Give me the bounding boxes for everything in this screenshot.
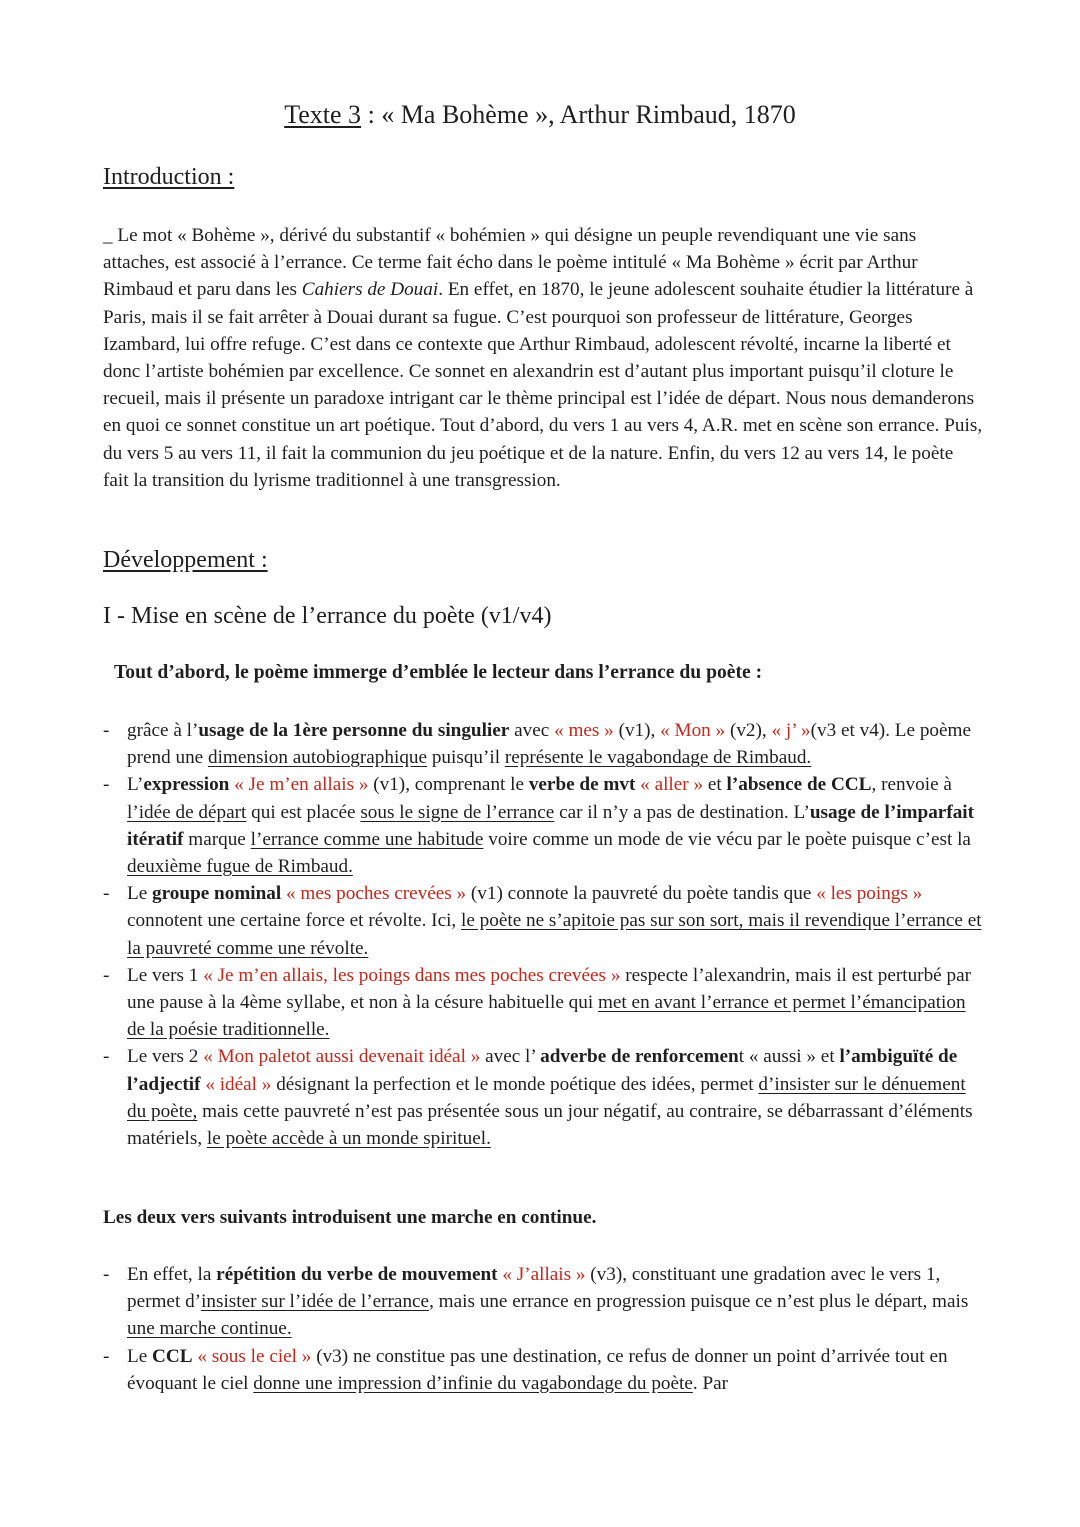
text: (v1),: [613, 720, 661, 741]
quote: « J’allais »: [502, 1264, 586, 1285]
underlined-idea: sous le signe de l’errance: [360, 801, 555, 823]
underlined-idea: une marche continue.: [127, 1318, 292, 1340]
text: respecte l’alexandrin, mais il est perturbé par une pause à la 4ème syllabe, et non à la césure habituelle qui: [127, 964, 971, 1014]
text: t « aussi » et: [738, 1046, 840, 1068]
list-item: [103, 717, 983, 771]
title-label: Texte 3: [284, 100, 362, 129]
quote: « j’ »: [771, 720, 811, 741]
text: Le: [127, 1345, 153, 1367]
underlined-idea: le poète accède à un monde spirituel.: [206, 1128, 491, 1150]
text: avec: [509, 720, 555, 741]
bold-term: CCL: [152, 1345, 193, 1367]
bullet-list-2: [103, 1261, 983, 1397]
text: (v3), constituant une gradation avec le vers 1, permet d’: [127, 1264, 941, 1313]
text: qui est placée: [246, 801, 361, 823]
text: En effet, la: [127, 1264, 217, 1285]
list-item: [103, 1261, 983, 1343]
bullet-dash: -: [103, 964, 110, 986]
bullet-dash: -: [103, 1046, 110, 1068]
list-item: [103, 771, 983, 880]
text: Le vers 2: [127, 1046, 204, 1068]
underlined-idea: d’insister sur le dénuement du poète,: [127, 1073, 966, 1122]
underlined-idea: dimension autobiographique: [208, 747, 428, 769]
text: Le: [127, 883, 153, 905]
text: (v3) ne constitue pas une destination, ce refus de donner un point d’arrivée tout en évoquant le ciel: [127, 1345, 948, 1394]
list-item: [103, 1343, 983, 1397]
bold-term: adverbe de renforcemen: [540, 1046, 739, 1068]
text: L’: [127, 774, 144, 796]
bullet-dash: -: [103, 1345, 110, 1367]
quote: « Je m’en allais, les poings dans mes poches crevées »: [203, 964, 621, 986]
text: marque: [183, 828, 251, 850]
text: voire comme un mode de vie vécu par le poète puisque c’est la: [483, 828, 971, 850]
quote: « mes »: [554, 720, 614, 741]
intro-text-cont: . En effet, en 1870, le jeune adolescent souhaite étudier la littérature à Paris, mais il se fait arrêter à Douai durant sa fugue. C’est pourquoi son professeur de littérature, Georges Izambard, lui offre refuge. C’est dans ce contexte que Arthur Rimbaud, adolescent révolté, incarne la liberté et donc l’artiste bohémien par excellence. Ce sonnet en alexandrin est d’autant plus important puisqu’il cloture le recueil, mais il présente un paradoxe intrigant car le thème principal est l’idée de départ. Nous nous demanderons en quoi ce sonnet constitue un art poétique. Tout d’abord, du vers 1 au vers 4, A.R. met en scène son errance. Puis, du vers 5 au vers 11, il fait la communion du jeu poétique et de la nature. Enfin, du vers 12 au vers 14, le poète fait la transition du lyrisme traditionnel à une transgression.: [103, 279, 983, 491]
text: et: [703, 774, 727, 796]
text: (v1), comprenant le: [368, 774, 529, 796]
text: connotent une certaine force et révolte. Ici,: [127, 910, 462, 932]
quote: « Mon »: [660, 720, 726, 741]
text: (v2),: [725, 720, 772, 741]
text: avec l’: [480, 1046, 541, 1068]
bullet-dash: -: [103, 883, 110, 905]
underlined-idea: met en avant l’errance et permet l’émancipation de la poésie traditionnelle.: [127, 992, 966, 1041]
text: car il n’y a pas de destination. L’: [554, 801, 810, 823]
text: , renvoie à: [871, 774, 952, 796]
bold-term: usage de l’imparfait itératif: [127, 801, 975, 850]
development-heading: Développement :: [103, 547, 268, 573]
lead-sentence-2: Les deux vers suivants introduisent une marche en continue.: [103, 1207, 597, 1228]
bold-term: l’absence de CCL: [726, 774, 872, 796]
underlined-idea: l’errance comme une habitude: [250, 828, 484, 850]
underlined-idea: donne une impression d’infinie du vagabondage du poète: [253, 1372, 693, 1394]
part1-heading: I - Mise en scène de l’errance du poète (v1/v4): [103, 603, 552, 629]
bold-term: verbe de mvt: [528, 774, 636, 796]
bold-term: l’ambiguïté de l’adjectif: [127, 1046, 958, 1095]
introduction-paragraph: [103, 222, 983, 494]
quote: « idéal »: [205, 1073, 272, 1095]
bold-term: groupe nominal: [152, 883, 282, 905]
bullet-dash: -: [103, 1264, 110, 1285]
underlined-idea: l’idée de départ: [127, 801, 247, 823]
intro-italic-title: Cahiers de Douai: [301, 279, 439, 301]
quote: « Je m’en allais »: [234, 774, 369, 796]
quote: « sous le ciel »: [197, 1345, 312, 1367]
text: (v1) connote la pauvreté du poète tandis que: [466, 883, 817, 905]
text: (v3 et v4). Le poème prend une: [127, 720, 971, 769]
text: Le vers 1: [127, 964, 204, 986]
bullet-dash: -: [103, 720, 110, 741]
lead-sentence-1: Tout d’abord, le poème immerge d’emblée le lecteur dans l’errance du poète :: [114, 662, 763, 683]
quote: « mes poches crevées »: [286, 883, 467, 905]
bold-term: répétition du verbe de mouvement: [216, 1264, 498, 1285]
text: désignant la perfection et le monde poétique des idées, permet: [271, 1073, 759, 1095]
text: puisqu’il: [427, 747, 505, 769]
introduction-heading: Introduction :: [103, 164, 235, 190]
underlined-idea: deuxième fugue de Rimbaud.: [127, 856, 353, 878]
list-item: [103, 962, 983, 1044]
bold-term: usage de la 1ère personne du singulier: [198, 720, 510, 741]
document-title: [0, 100, 1080, 130]
quote: « aller »: [640, 774, 704, 796]
list-item: [103, 880, 983, 962]
text: mais cette pauvreté n’est pas présentée sous un jour négatif, au contraire, se débarrassant d’éléments matériels,: [127, 1100, 973, 1150]
quote: « les poings »: [816, 883, 923, 905]
text: . Par: [692, 1372, 729, 1394]
intro-text: _ Le mot « Bohème », dérivé du substantif « bohémien » qui désigne un peuple revendiquant une vie sans attaches, est associé à l’errance. Ce terme fait écho dans le poème intitulé « Ma Bohème » écrit par Arthur Rimbaud et paru dans les: [103, 225, 918, 301]
bold-term: expression: [143, 774, 230, 796]
text: , mais une errance en progression puisque ce n’est plus le départ, mais: [429, 1291, 969, 1313]
text: grâce à l’: [127, 720, 199, 741]
bullet-list-1: [103, 717, 983, 1152]
underlined-idea: insister sur l’idée de l’errance: [201, 1291, 430, 1313]
bullet-dash: -: [103, 774, 110, 796]
list-item: [103, 1043, 983, 1152]
quote: « Mon paletot aussi devenait idéal »: [203, 1046, 481, 1068]
underlined-idea: représente le vagabondage de Rimbaud.: [504, 747, 812, 769]
title-rest: : « Ma Bohème », Arthur Rimbaud, 1870: [361, 100, 796, 129]
underlined-idea: le poète ne s’apitoie pas sur son sort, mais il revendique l’errance et la pauvreté comme une révolte.: [127, 910, 982, 959]
